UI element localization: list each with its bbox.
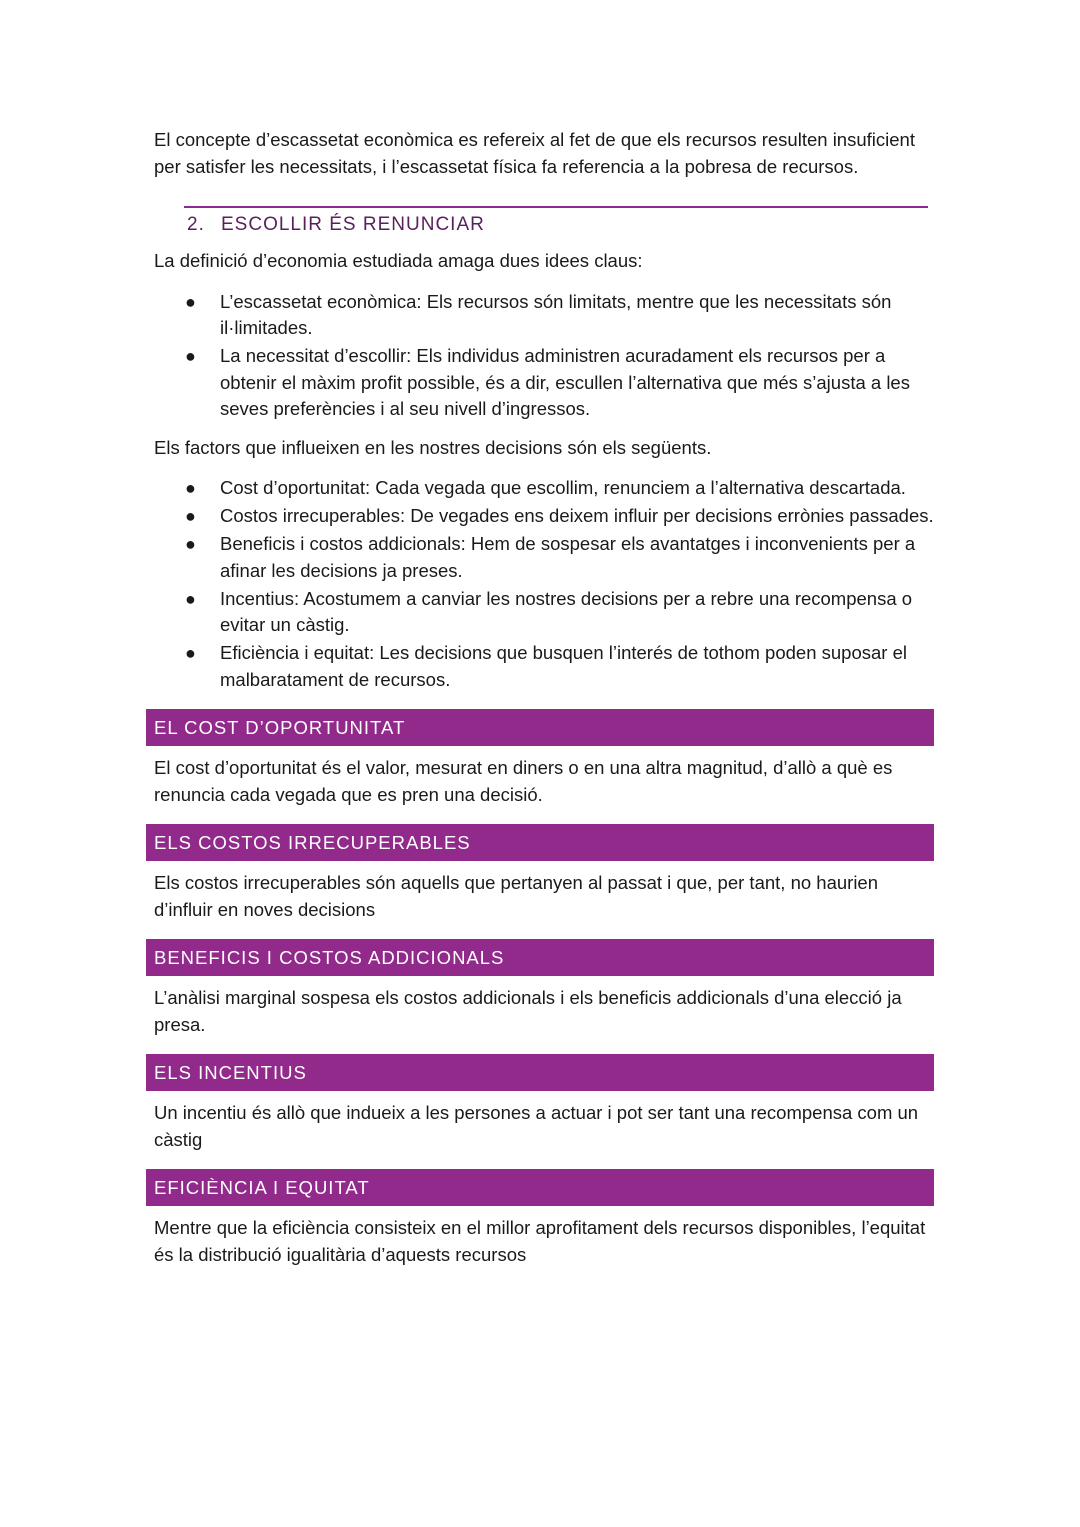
list-item: ● L’escassetat econòmica: Els recursos són limitats, mentre que les necessitats són il·limitades. [185,290,892,338]
heading-band-beneficis-costos: BENEFICIS I COSTOS ADDICIONALS [146,939,934,976]
bullet-icon: ● [185,534,196,554]
bullet-icon: ● [185,291,196,312]
block-text-cost-oportunitat: El cost d’oportunitat és el valor, mesurat en diners o en una altra magnitud, d’allò a què es renuncia cada vegada que es pren una decisió. [154,757,893,805]
definition-intro: La definició d’economia estudiada amaga dues idees claus: [154,250,643,271]
bullet-icon: ● [185,643,196,663]
bullet-icon: ● [185,478,196,498]
heading-band-eficiencia-equitat: EFICIÈNCIA I EQUITAT [146,1169,934,1206]
section-number: 2. [187,214,205,235]
heading-band-incentius: ELS INCENTIUS [146,1054,934,1091]
bullet-icon: ● [185,506,196,526]
document-page [154,127,934,1268]
list-item: ● Cost d’oportunitat: Cada vegada que escollim, renunciem a l’alternativa descartada. [154,475,934,502]
factors-list [154,475,934,693]
list-item: ● Incentius: Acostumem a canviar les nostres decisions per a rebre una recompensa o evitar un càstig. [185,587,913,635]
factors-intro: Els factors que influeixen en les nostres decisions són els següents. [154,436,712,458]
list-item: ● Beneficis i costos addicionals: Hem de sospesar els avantatges i inconvenients per a afinar les decisions ja preses. [185,533,916,581]
section-heading [184,206,928,238]
list-item: ● Costos irrecuperables: De vegades ens deixem influir per decisions errònies passades. [154,503,934,530]
bullet-icon: ● [185,346,196,366]
section-title: ESCOLLIR ÉS RENUNCIAR [221,214,485,235]
block-text-incentius: Un incentiu és allò que indueix a les persones a actuar i pot ser tant una recompensa com un càstig [154,1102,919,1150]
list-item: ● La necessitat d’escollir: Els individus administren acuradament els recursos per a obtenir el màxim profit possible, és a dir, escullen l’alternativa que més s’ajusta a les seves preferències i al seu nivell d’ingressos. [185,345,910,419]
block-text-beneficis-costos: L’anàlisi marginal sospesa els costos addicionals i els beneficis addicionals d’una elecció ja presa. [154,987,902,1035]
key-ideas-list [154,289,934,423]
block-text-costos-irrecuperables: Els costos irrecuperables són aquells que pertanyen al passat i que, per tant, no haurien d’influir en noves decisions [154,872,879,920]
intro-paragraph: El concepte d’escassetat econòmica es refereix al fet de que els recursos resulten insuficient per satisfer les necessitats, i l’escassetat física fa referencia a la pobresa de recursos. [154,129,915,177]
heading-band-cost-oportunitat: EL COST D’OPORTUNITAT [146,709,934,746]
heading-band-costos-irrecuperables: ELS COSTOS IRRECUPERABLES [146,824,934,861]
bullet-icon: ● [185,588,196,609]
list-item: ● Eficiència i equitat: Les decisions que busquen l’interés de tothom poden suposar el malbaratament de recursos. [185,642,907,690]
block-text-eficiencia-equitat: Mentre que la eficiència consisteix en el millor aprofitament dels recursos disponibles, l’equitat és la distribució igualitària d’aquests recursos [154,1217,926,1265]
